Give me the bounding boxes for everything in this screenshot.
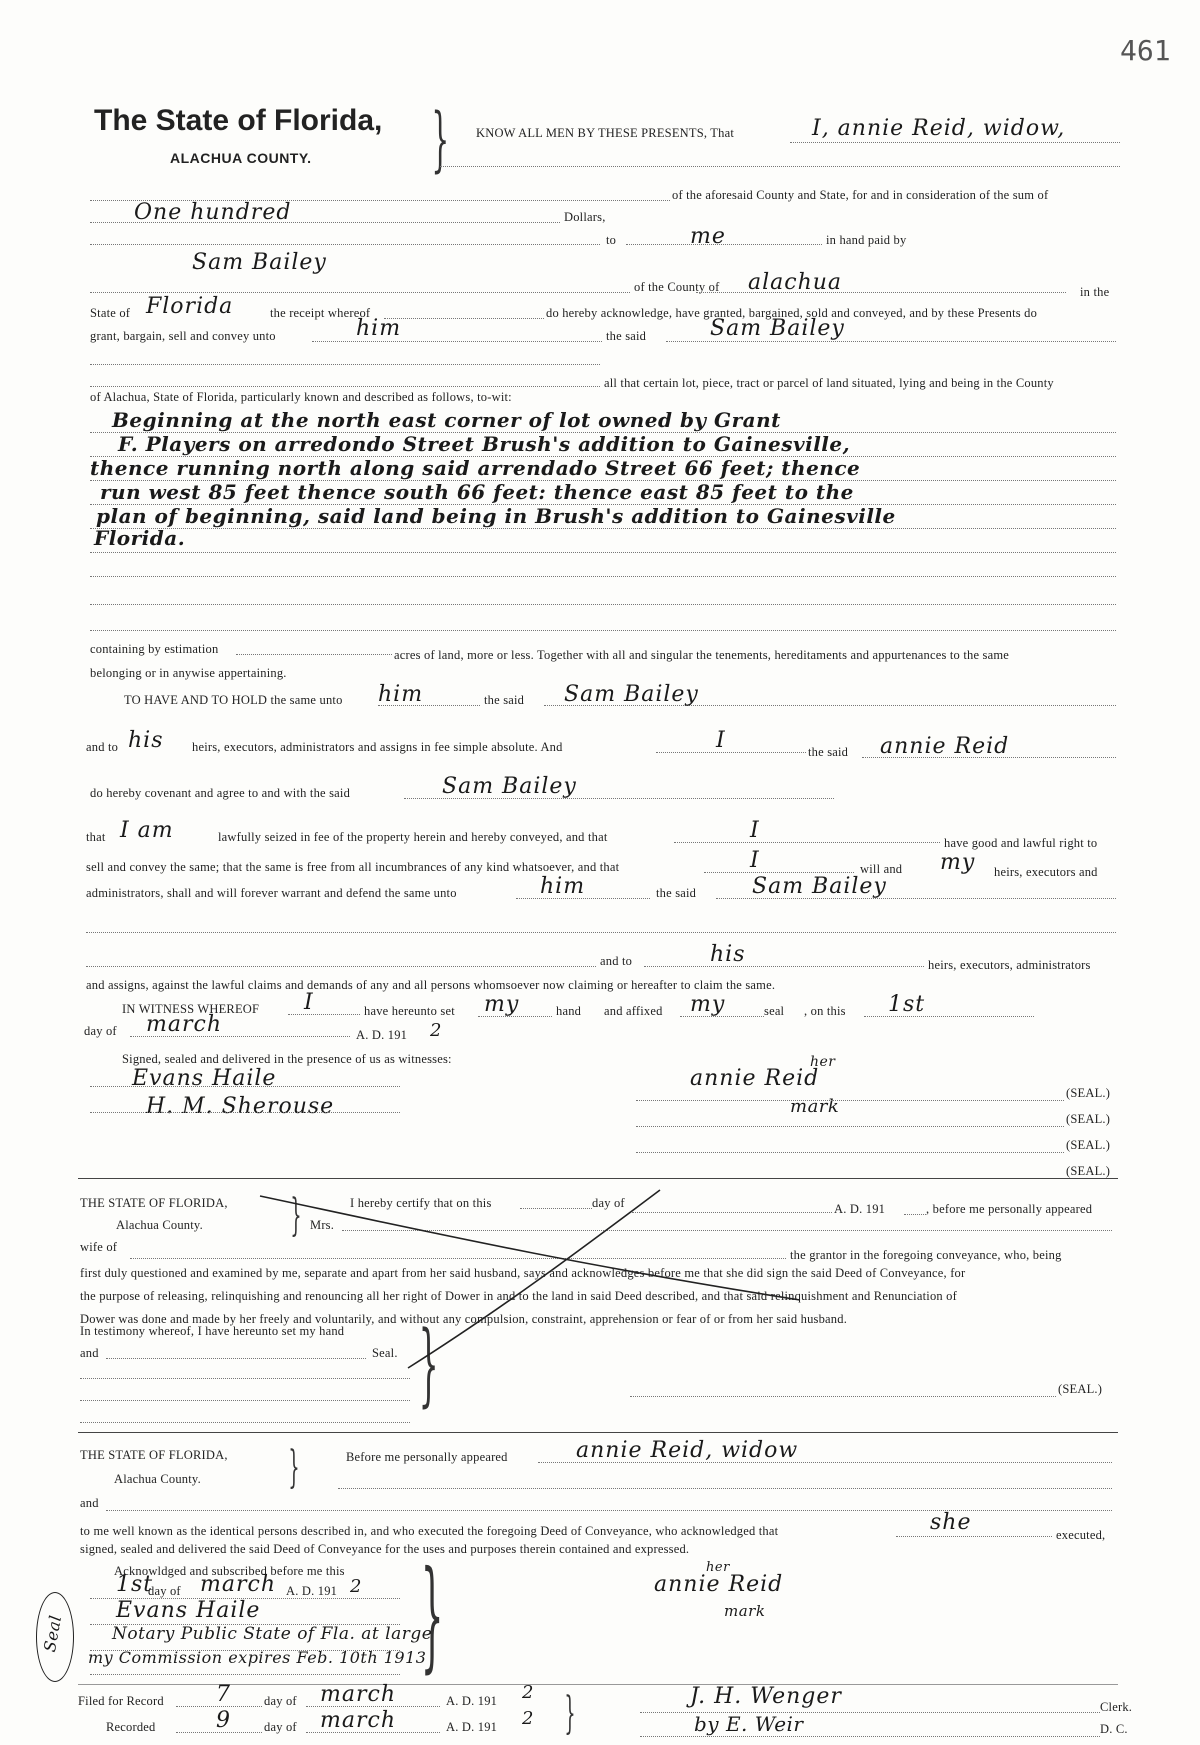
notary-seal-label: Seal xyxy=(39,1613,66,1654)
signed-text: Signed, sealed and delivered in the presence of us as witnesses: xyxy=(122,1052,452,1066)
wife-ad-text: A. D. 191 xyxy=(834,1202,886,1216)
ack-she-handwriting: she xyxy=(930,1510,972,1535)
recorded-text: Recorded xyxy=(106,1720,156,1734)
ack-county-text: Alachua County. xyxy=(114,1472,201,1486)
header-brace: } xyxy=(431,98,450,180)
set-handwriting: my xyxy=(484,992,520,1017)
filed-day-of-text: day of xyxy=(264,1694,297,1708)
all-that-text: all that certain lot, piece, tract or parcel of land situated, lying and being in the County xyxy=(604,376,1054,390)
ack-signature-mark: mark xyxy=(724,1602,766,1620)
that-handwriting: I am xyxy=(120,818,174,843)
mrs-text: Mrs. xyxy=(310,1218,335,1232)
ad-text: A. D. 191 xyxy=(356,1028,408,1042)
ack-state-text: THE STATE OF FLORIDA, xyxy=(80,1448,228,1462)
to-have-text: TO HAVE AND TO HOLD the same unto xyxy=(124,693,343,707)
ack-ad-text: A. D. 191 xyxy=(286,1584,338,1598)
seal-label-2: (SEAL.) xyxy=(1066,1112,1111,1126)
sell-handwriting: I xyxy=(750,848,760,873)
testimony-text: In testimony whereof, I have hereunto set my hand xyxy=(80,1324,345,1338)
seal-label-3: (SEAL.) xyxy=(1066,1138,1111,1152)
description-line-3: thence running north along said arrendado Street 66 feet; thence xyxy=(90,456,861,480)
year-handwriting: 2 xyxy=(430,1020,443,1041)
certify-text: I hereby certify that on this xyxy=(350,1196,492,1210)
before-me-text: , before me personally appeared xyxy=(926,1202,1093,1216)
grantor-signature: annie Reid xyxy=(690,1066,820,1091)
deed-page: 461 The State of Florida, ALACHUA COUNTY. } KNOW ALL MEN BY THESE PRESENTS, That I, annie Reid, widow, of the aforesaid County and State, for and in consideration of the sum of One hundred Dollars, to me in hand paid by Sam Bailey of the County of alachua in the State of Florida the receipt whereof do hereby acknowledge, have granted, bargained, sold and conveyed, and by these Presents do grant, bargain, sell and convey unto him the said Sam Bailey all that certain lot, piece, tract or parcel of land situated, lying and being in the County of Alachua, State of Florida, particularly known and described as follows, to-wit: Beginning at the north east corner of lot owned by Grant F. Players on arredondo Street Brush's addition to Gainesville, thence running north along said arrendado Street 66 feet; thence run west 85 feet thence south 66 feet: thence east 85 feet to the plan of beginning, said land being in Brush's addition to Gainesville Florida. containing by estimation acres of land, more or less. Together with all and singular the tenements, hereditaments and appurtenances to the same belonging or in anywise appertaining. TO HAVE AND TO HOLD the same unto him the said Sam Bailey and to his heirs, executors, administrators and assigns in fee simple absolute. And I the said annie Reid do hereby covenant and agree to and with the said Sam Bailey that I am lawfully seized in fee of the property herein and hereby conveyed, and that I have good and lawful right to sell and convey the same; that the same is free from all incumbrances of any kind whatsoever, and that I will and my heirs, executors and administrators, shall and will forever warrant and defend the same unto him the said Sam Bailey and to his heirs, executors, administrators and assigns, against the lawful claims and demands of any and all persons whomsoever now claiming or hereafter to claim the same. IN WITNESS WHEREOF I have hereunto set my hand and affixed my seal , on this 1st day of march A. D. 191 2 Signed, sealed and delivered in the presence of us as witnesses: Evans Haile H. M. Sherouse annie Reid her mark (SEAL.) (SEAL.) (SEAL.) (SEAL.) THE STATE OF FLORIDA, Alachua County. } I hereby certify that on this day of A. D. 191 , before me personally appeared Mrs. wife of the grantor in the foregoing conveyance, who, being first duly questioned and examined by me, separate and apart from her said husband, says and acknowledges before me that she did sign the said Deed of Conveyance, for the purpose of releasing, relinquishing and renouncing all her right of Dower in and to the land in said Deed described, and that said relinquishment and Renunciation of Dower was done and made by her freely and voluntarily, and without any compulsion, constraint, apprehension or fear of or from her said husband. In testimony whereof, I have hereunto set my hand and Seal. } (SEAL.) THE STATE OF FLORIDA, Alachua County. } Before me personally appeared annie Reid, widow and to me well known as the identical persons described in, and who executed the foregoing Deed of Conveyance, who acknowledged that she executed, signed, sealed and delivered the said Deed of Conveyance for the uses and purposes therein contained and expressed. Acknowldged and subscribed before me this } 1st day of march A. D. 191 2 Evans Haile Notary Public State of Fla. at large my Commission expires Feb. 10th 1913 Seal annie Reid her mark Filed for Record 7 day of march A. D. 191 2 Recorded 9 day of march A. D. 191 2 } J. H. Wenger Clerk. by E. Weir D. C. xyxy=(0,0,1200,1745)
sum-handwriting: One hundred xyxy=(134,200,292,225)
wife-of-text: wife of xyxy=(80,1240,118,1254)
filed-text: Filed for Record xyxy=(78,1694,164,1708)
and-to2-text: and to xyxy=(600,954,633,968)
witness-handwriting: I xyxy=(304,990,314,1015)
clerk-label: Clerk. xyxy=(1100,1700,1133,1714)
good-right-text: have good and lawful right to xyxy=(944,836,1098,850)
his2-handwriting: his xyxy=(710,942,746,967)
wife-seal-short: Seal. xyxy=(372,1346,398,1360)
belonging-text: belonging or in anywise appertaining. xyxy=(90,666,287,680)
that-text: that xyxy=(86,830,106,844)
covenant-handwriting: Sam Bailey xyxy=(442,774,577,799)
dc-label: D. C. xyxy=(1100,1722,1128,1736)
grantor2-handwriting: annie Reid xyxy=(880,734,1010,759)
admin-said-text: the said xyxy=(656,886,697,900)
wife-seal-label: (SEAL.) xyxy=(1058,1382,1103,1396)
heirs-text: heirs, executors, administrators and assigns in fee simple absolute. And xyxy=(192,740,563,754)
in-hand-text: in hand paid by xyxy=(826,233,907,247)
admin-grantee-handwriting: Sam Bailey xyxy=(752,874,887,899)
ack-known-text: to me well known as the identical persons described in, and who executed the foregoing Deed of Conveyance, who acknowledged that xyxy=(80,1524,779,1538)
will-and-text: will and xyxy=(860,862,903,876)
aforesaid-text: of the aforesaid County and State, for and in consideration of the sum of xyxy=(672,188,1049,202)
ack-acknowledged-text: Acknowldged and subscribed before me this xyxy=(114,1564,345,1578)
signature-mark: mark xyxy=(790,1096,840,1117)
wife-line-3: Dower was done and made by her freely and voluntarily, and without any compulsion, constraint, apprehension or fear of or from her said husband. xyxy=(80,1312,848,1326)
witness-text: IN WITNESS WHEREOF xyxy=(122,1002,260,1016)
seized-handwriting: I xyxy=(750,818,760,843)
filed-ad-text: A. D. 191 xyxy=(446,1694,498,1708)
ack-brace: } xyxy=(288,1442,300,1493)
county-heading: ALACHUA COUNTY. xyxy=(170,150,312,166)
grantee-handwriting: Sam Bailey xyxy=(710,316,845,341)
the-said-text: the said xyxy=(606,329,647,343)
covenant-text: do hereby covenant and agree to and with the said xyxy=(90,786,351,800)
and-i-handwriting: I xyxy=(716,728,726,753)
description-line-2: F. Players on arredondo Street Brush's addition to Gainesville, xyxy=(118,432,851,456)
ack-signed-text: signed, sealed and delivered the said Deed of Conveyance for the uses and purposes therein contained and expressed. xyxy=(80,1542,690,1556)
clerk-signature: J. H. Wenger xyxy=(690,1684,842,1709)
on-this-text: , on this xyxy=(804,1004,846,1018)
wife-line-1: first duly questioned and examined by me, separate and apart from her said husband, says and acknowledges before me that she did sign the said Deed of Conveyance, for xyxy=(80,1266,966,1280)
dc-signature: by E. Weir xyxy=(694,1712,804,1736)
witness1-handwriting: Evans Haile xyxy=(132,1066,277,1091)
filed-year-handwriting: 2 xyxy=(522,1682,535,1703)
ack-year-handwriting: 2 xyxy=(350,1576,363,1597)
dollars-text: Dollars, xyxy=(564,210,606,224)
month-handwriting: march xyxy=(146,1012,222,1037)
day-handwriting: 1st xyxy=(888,992,926,1017)
ack-executed-text: executed, xyxy=(1056,1528,1106,1542)
grant-text: grant, bargain, sell and convey unto xyxy=(90,329,276,343)
ack-day-handwriting: 1st xyxy=(116,1572,154,1597)
notary-commission-handwriting: my Commission expires Feb. 10th 1913 xyxy=(88,1648,427,1667)
payer-handwriting: Sam Bailey xyxy=(192,250,327,275)
to-handwriting: me xyxy=(690,224,726,249)
wife-brace: } xyxy=(290,1190,302,1241)
heirs-exec-text: heirs, executors and xyxy=(994,865,1098,879)
description-line-5: plan of beginning, said land being in Brush's addition to Gainesville xyxy=(96,504,896,528)
admin-text: administrators, shall and will forever warrant and defend the same unto xyxy=(86,886,457,900)
notary-title-handwriting: Notary Public State of Fla. at large xyxy=(112,1624,433,1644)
ack-day-of-text: day of xyxy=(148,1584,181,1598)
of-alachua-text: of Alachua, State of Florida, particularly known and described as follows, to-wit: xyxy=(90,390,512,404)
know-all-text: KNOW ALL MEN BY THESE PRESENTS, That xyxy=(476,126,735,140)
recorded-year-handwriting: 2 xyxy=(522,1708,535,1729)
section-divider-2 xyxy=(78,1432,1118,1433)
seal-label-4: (SEAL.) xyxy=(1066,1164,1111,1178)
ack-appeared-handwriting: annie Reid, widow xyxy=(576,1438,799,1463)
my-handwriting: my xyxy=(940,850,976,875)
unto-handwriting: him xyxy=(356,316,402,341)
wife-and-text: and xyxy=(80,1346,99,1360)
day-of-text: day of xyxy=(84,1024,117,1038)
affixed-handwriting: my xyxy=(690,992,726,1017)
his-handwriting: his xyxy=(128,728,164,753)
acres-text: acres of land, more or less. Together with all and singular the tenements, hereditaments and appurtenances to the same xyxy=(394,648,1010,662)
acknowledge-text: do hereby acknowledge, have granted, bargained, sold and conveyed, and by these Presents do xyxy=(546,306,1038,320)
admin-handwriting: him xyxy=(540,874,586,899)
wife-line-2: the purpose of releasing, relinquishing and renouncing all her right of Dower in and to the land in said Deed described, and that said relinquishment and Renunciation of xyxy=(80,1289,957,1303)
have-grantee-handwriting: Sam Bailey xyxy=(564,682,699,707)
state-of-text: State of xyxy=(90,306,131,320)
page-number: 461 xyxy=(1120,34,1171,67)
containing-text: containing by estimation xyxy=(90,642,219,656)
assigns-text: and assigns, against the lawful claims and demands of any and all persons whomsoever now claiming or hereafter to claim the same. xyxy=(86,978,776,992)
filed-month-handwriting: march xyxy=(320,1682,396,1707)
sell-text: sell and convey the same; that the same is free from all incumbrances of any kind whatsoever, and that xyxy=(86,860,620,874)
wife-state-text: THE STATE OF FLORIDA, xyxy=(80,1196,228,1210)
recorded-day-handwriting: 9 xyxy=(216,1708,231,1733)
to-text: to xyxy=(606,233,617,247)
seal-on-text: seal xyxy=(764,1004,785,1018)
have-said-text: the said xyxy=(484,693,525,707)
recorded-month-handwriting: march xyxy=(320,1708,396,1733)
heirs-exec2-text: heirs, executors, administrators xyxy=(928,958,1091,972)
affixed-text: and affixed xyxy=(604,1004,663,1018)
county-handwriting: alachua xyxy=(748,270,843,295)
grantor-line-text: the grantor in the foregoing conveyance, who, being xyxy=(790,1248,1062,1262)
and-to-text: and to xyxy=(86,740,119,754)
state-handwriting: Florida xyxy=(146,294,234,319)
recorded-day-of-text: day of xyxy=(264,1720,297,1734)
description-line-6: Florida. xyxy=(94,526,186,550)
ack-before-text: Before me personally appeared xyxy=(346,1450,508,1464)
receipt-text: the receipt whereof xyxy=(270,306,371,320)
ack-month-handwriting: march xyxy=(200,1572,276,1597)
seized-text: lawfully seized in fee of the property herein and hereby conveyed, and that xyxy=(218,830,608,844)
ack-and-text: and xyxy=(80,1496,99,1510)
recorded-ad-text: A. D. 191 xyxy=(446,1720,498,1734)
have-unto-handwriting: him xyxy=(378,682,424,707)
ack-signature-her: her xyxy=(706,1560,730,1575)
have-hereunto-text: have hereunto set xyxy=(364,1004,455,1018)
document-title: The State of Florida, xyxy=(94,104,383,137)
wife-county-text: Alachua County. xyxy=(116,1218,203,1232)
signature-her: her xyxy=(810,1054,836,1070)
description-line-1: Beginning at the north east corner of lot owned by Grant xyxy=(112,408,781,432)
in-the-text: in the xyxy=(1080,285,1110,299)
wife-day-of-text: day of xyxy=(592,1196,625,1210)
notary-name-handwriting: Evans Haile xyxy=(116,1598,261,1623)
seal-label-1: (SEAL.) xyxy=(1066,1086,1111,1100)
ack-signature: annie Reid xyxy=(654,1572,784,1597)
witness2-handwriting: H. M. Sherouse xyxy=(146,1094,335,1119)
of-county-text: of the County of xyxy=(634,280,720,294)
description-line-4: run west 85 feet thence south 66 feet: thence east 85 feet to the xyxy=(100,480,854,504)
hand-text: hand xyxy=(556,1004,582,1018)
the-said2-text: the said xyxy=(808,745,849,759)
filed-day-handwriting: 7 xyxy=(216,1682,231,1707)
grantor-handwriting: I, annie Reid, widow, xyxy=(812,116,1066,141)
